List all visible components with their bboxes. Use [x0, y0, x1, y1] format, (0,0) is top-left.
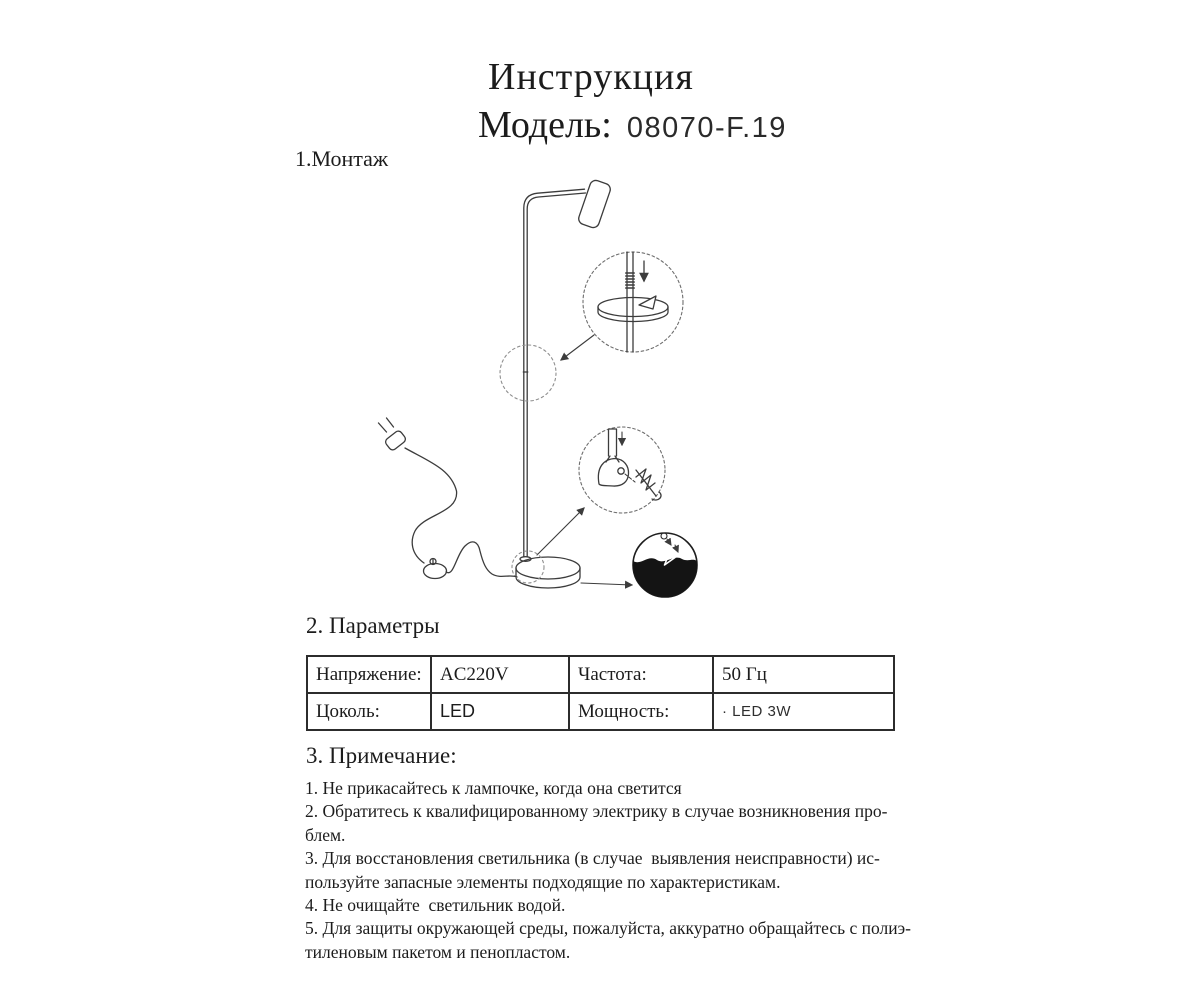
- lamp-pole: [523, 189, 585, 557]
- spec-label-socket: Цоколь:: [307, 693, 431, 730]
- callout-base-underside-detail: [633, 533, 697, 597]
- note-line: блем.: [305, 824, 346, 845]
- model-label: Модель:: [478, 104, 612, 146]
- spec-value-frequency: 50 Гц: [713, 656, 894, 693]
- model-line: [478, 106, 787, 144]
- note-line: 2. Обратитесь к квалифицированному электрику в случае возникновения про-: [305, 801, 888, 822]
- lamp-head: [577, 179, 612, 229]
- note-line: 5. Для защиты окружающей среды, пожалуйста, аккуратно обращайтесь с полиэ-: [305, 918, 911, 939]
- callout-base-mount-detail: [579, 427, 665, 513]
- foot-switch: [424, 559, 447, 579]
- power-cord: [405, 448, 457, 563]
- note-line: 3. Для восстановления светильника (в случае выявления неисправности) ис-: [305, 848, 880, 869]
- floor-lamp-assembly-diagram: [360, 155, 720, 615]
- note-line: тиленовым пакетом и пенопластом.: [305, 941, 571, 962]
- leader-arrow-pole-joint: [561, 335, 594, 360]
- pole-joint-highlight-circle: [500, 345, 556, 401]
- parameters-heading: 2. Параметры: [306, 613, 440, 638]
- note-line: 4. Не очищайте светильник водой.: [305, 895, 566, 916]
- spec-value-socket: LED: [431, 693, 569, 730]
- leader-arrow-base-mount: [537, 508, 584, 555]
- note-line: пользуйте запасные элементы подходящие по характеристикам.: [305, 871, 781, 892]
- leader-arrow-base-underside: [581, 583, 632, 585]
- montage-heading: 1.Монтаж: [295, 146, 389, 171]
- note-line: 1. Не прикасайтесь к лампочке, когда она светится: [305, 778, 682, 798]
- notes-list: [305, 777, 911, 964]
- table-row: [307, 693, 894, 730]
- spec-value-power: · LED 3W: [713, 693, 894, 730]
- table-row: [307, 656, 894, 693]
- parameters-table: [306, 655, 895, 731]
- callout-pole-joint-detail: [583, 252, 683, 352]
- power-cord: [446, 542, 517, 577]
- model-number: 08070-F.19: [626, 112, 787, 144]
- page-title: Инструкция: [488, 56, 694, 98]
- spec-label-voltage: Напряжение:: [307, 656, 431, 693]
- spec-label-frequency: Частота:: [569, 656, 713, 693]
- notes-heading: 3. Примечание:: [306, 743, 457, 768]
- spec-label-power: Мощность:: [569, 693, 713, 730]
- power-plug: [379, 418, 407, 451]
- spec-value-voltage: AC220V: [431, 656, 569, 693]
